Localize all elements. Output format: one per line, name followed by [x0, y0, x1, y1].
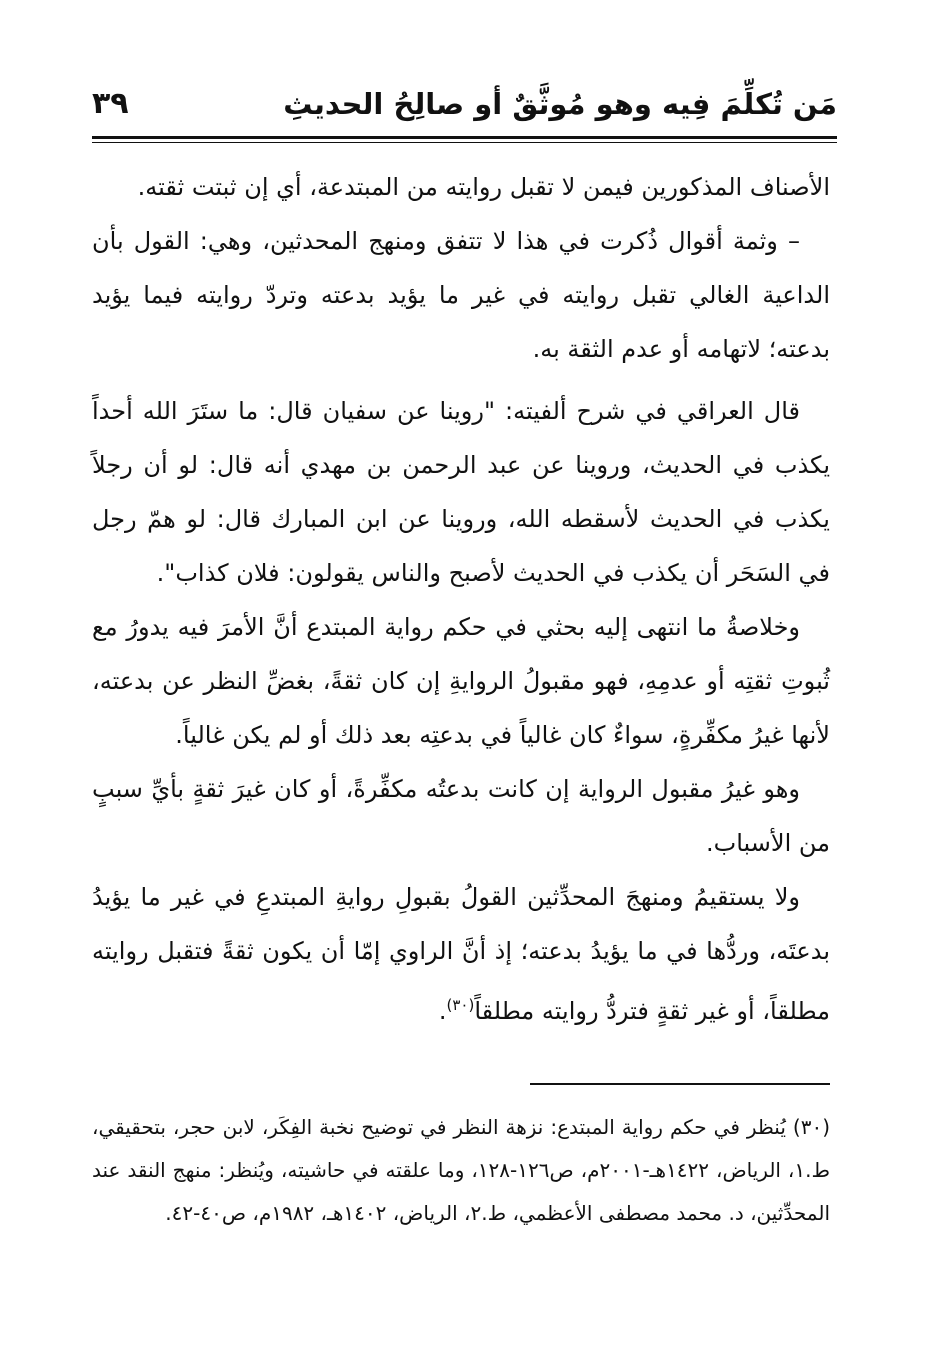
page-number: ٣٩: [92, 86, 129, 121]
footnote-text: (٣٠) يُنظر في حكم رواية المبتدع: نزهة النظر في توضيح نخبة الفِكَر، لابن حجر، بتحقيقي، ط.١، الرياض، ١٤٢٢هـ-٢٠٠١م، ص١٢٦-١٢٨، وما علقته في حاشيته، ويُنظر: منهج النقد عند المحدِّثين، د. محمد مصطفى الأعظمي، ط.٢، الرياض، ١٤٠٢هـ، ١٩٨٢م، ص٤٠-٤٢.: [92, 1115, 830, 1225]
footnote-separator: [530, 1083, 830, 1085]
paragraph: – وثمة أقوال ذُكرت في هذا لا تتفق ومنهج المحدثين، وهي: القول بأن الداعية الغالي تقبل روايته في غير ما يؤيد بدعته وتردّ روايته فيما يؤيد بدعته؛ لاتهامه أو عدم الثقة به.: [92, 227, 830, 363]
header-rule: [92, 136, 837, 139]
paragraph-end-period: .: [438, 997, 447, 1025]
footnote-reference[interactable]: (٣٠): [446, 996, 475, 1014]
running-title: مَن تُكلِّمَ فِيه وهو مُوثَّقٌ أو صالِحُ الحديثِ: [283, 87, 837, 121]
paragraph: الأصناف المذكورين فيمن لا تقبل روايته من المبتدعة، أي إن ثبتت ثقته.: [137, 173, 830, 201]
paragraph-with-footnote: [92, 870, 830, 1038]
paragraph: قال العراقي في شرح ألفيته: "روينا عن سفيان قال: ما ستَرَ الله أحداً يكذب في الحديث، وروينا عن عبد الرحمن بن مهدي أنه قال: لو أن رجلاً يكذب في الحديث لأسقطه الله، وروينا عن ابن المبارك قال: لو همّ رجل في السَحَر أن يكذب في الحديث لأصبح والناس يقولون: فلان كذاب".: [92, 397, 830, 587]
paragraph: وخلاصةُ ما انتهى إليه بحثي في حكم رواية المبتدع أنَّ الأمرَ فيه يدورُ مع ثُبوتِ ثقتِه أو عدمِهِ، فهو مقبولُ الروايةِ إن كان ثقةً، بغضِّ النظر عن بدعته، لأنها غيرُ مكفِّرةٍ، سواءٌ كان غالياً في بدعتِه بعد ذلك أو لم يكن غالياً.: [92, 613, 830, 749]
footnote: [92, 1106, 830, 1235]
paragraph: وهو غيرُ مقبول الرواية إن كانت بدعتُه مكفِّرةً، أو كان غيرَ ثقةٍ بأيِّ سببٍ من الأسباب.: [92, 775, 830, 857]
page-header: [92, 78, 837, 130]
main-text: [92, 160, 830, 1038]
paragraph-text: ولا يستقيمُ ومنهجَ المحدِّثين القولُ بقبولِ روايةِ المبتدعِ في غير ما يؤيدُ بدعتَه، وردُّها في ما يؤيدُ بدعته؛ إذ أنَّ الراوي إمّا أن يكون ثقةً فتقبل روايته مطلقاً، أو غير ثقةٍ فتردُّ روايته مطلقاً: [92, 883, 830, 1025]
header-rule-thin: [92, 142, 837, 143]
